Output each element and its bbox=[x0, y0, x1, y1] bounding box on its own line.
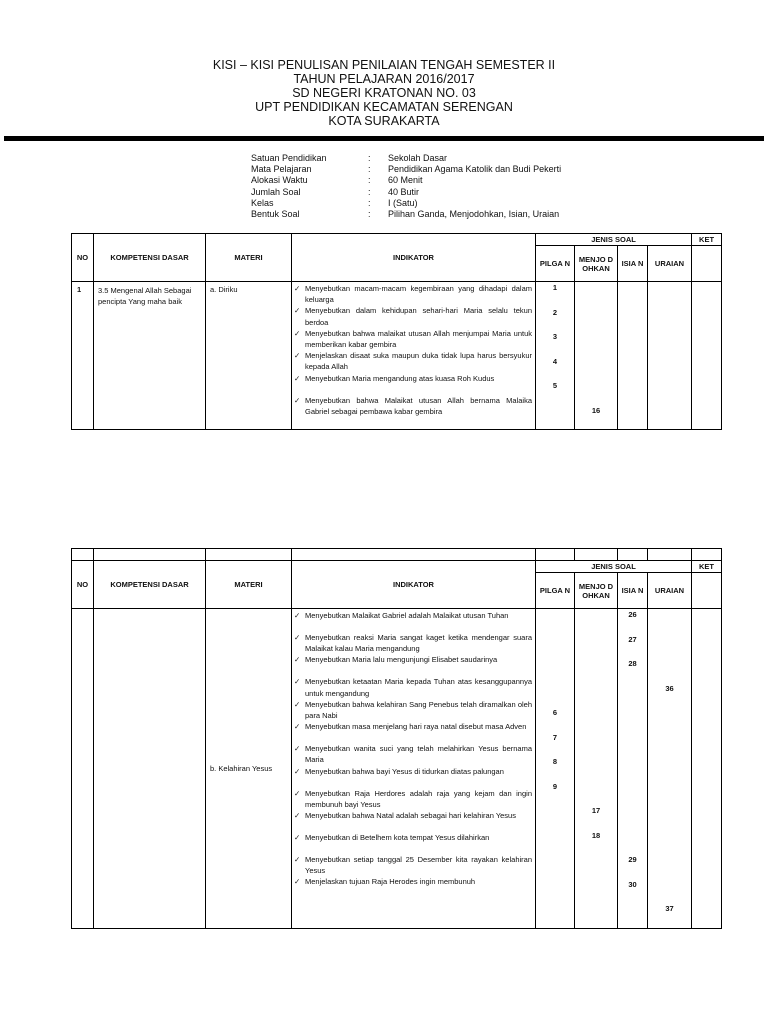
menjodohkan-value bbox=[575, 732, 617, 757]
info-label: Kelas bbox=[251, 197, 274, 208]
isian-value bbox=[618, 331, 647, 356]
uraian-value bbox=[648, 879, 691, 904]
indicator-item bbox=[294, 676, 532, 698]
check-icon: ✓ bbox=[294, 306, 301, 316]
pilgan-value: 1 bbox=[552, 283, 558, 292]
header-jenis-soal: JENIS SOAL bbox=[536, 561, 692, 573]
cell-isian bbox=[618, 609, 648, 929]
cell-pilgan bbox=[536, 609, 575, 929]
check-icon: ✓ bbox=[294, 766, 301, 776]
pilgan-value bbox=[536, 879, 574, 904]
cell-menjodohkan bbox=[575, 609, 618, 929]
menjodohkan-value bbox=[575, 658, 617, 683]
check-icon: ✓ bbox=[294, 655, 301, 665]
check-icon: ✓ bbox=[294, 788, 301, 798]
isian-value bbox=[618, 380, 647, 405]
cell-uraian bbox=[648, 609, 692, 929]
header-jenis-soal: JENIS SOAL bbox=[536, 234, 692, 246]
isian-value bbox=[618, 781, 647, 806]
indicator-text: Menyebutkan reaksi Maria sangat kaget ketika mendengar suara Malaikat kalau Maria mengandung bbox=[305, 633, 532, 654]
isian-value bbox=[618, 707, 647, 732]
indicator-item bbox=[294, 305, 532, 327]
cell-kompetensi-dasar bbox=[94, 609, 206, 929]
menjodohkan-value bbox=[575, 683, 617, 708]
check-icon: ✓ bbox=[294, 833, 301, 843]
isian-value: 26 bbox=[628, 610, 637, 619]
uraian-value bbox=[648, 805, 691, 830]
cell-indikator-list bbox=[292, 609, 536, 929]
indicator-item bbox=[294, 810, 532, 832]
indicator-text: Menyebutkan Maria lalu mengunjungi Elisabet saudarinya bbox=[305, 655, 498, 665]
kisi-table-1 bbox=[71, 233, 722, 430]
isian-value bbox=[618, 683, 647, 708]
info-row bbox=[251, 164, 561, 175]
menjodohkan-value bbox=[575, 879, 617, 904]
indicator-item bbox=[294, 395, 532, 417]
pilgan-value: 9 bbox=[552, 781, 558, 791]
info-colon: : bbox=[368, 197, 371, 208]
uraian-value bbox=[648, 282, 691, 307]
isian-value bbox=[618, 282, 647, 307]
check-icon: ✓ bbox=[294, 633, 301, 642]
isian-value: 27 bbox=[628, 634, 637, 644]
check-icon: ✓ bbox=[294, 373, 301, 383]
indicator-item bbox=[294, 283, 532, 305]
check-icon: ✓ bbox=[294, 351, 301, 361]
uraian-value bbox=[648, 356, 691, 381]
cell-pilgan bbox=[536, 282, 575, 430]
header-school: SD NEGERI KRATONAN NO. 03 bbox=[292, 86, 476, 100]
indicator-item bbox=[294, 766, 532, 788]
ket-empty bbox=[692, 246, 722, 282]
check-icon: ✓ bbox=[294, 395, 301, 405]
info-label: Jumlah Soal bbox=[251, 186, 301, 197]
menjodohkan-value bbox=[575, 756, 617, 781]
header-menjodohkan: MENJO D OHKAN bbox=[575, 246, 618, 282]
header-uraian: URAIAN bbox=[648, 246, 692, 282]
pilgan-value bbox=[536, 609, 574, 634]
header-kompetensi-dasar: KOMPETENSI DASAR bbox=[94, 234, 206, 282]
cell-materi: b. Kelahiran Yesus bbox=[206, 609, 292, 929]
info-colon: : bbox=[368, 164, 371, 175]
uraian-value bbox=[648, 781, 691, 806]
uraian-value: 37 bbox=[665, 904, 674, 913]
isian-value bbox=[618, 405, 647, 430]
header-menjodohkan: MENJO D OHKAN bbox=[575, 573, 618, 609]
menjodohkan-value bbox=[575, 707, 617, 732]
pilgan-value: 3 bbox=[552, 332, 558, 341]
pilgan-value: 4 bbox=[552, 356, 558, 366]
isian-value: 29 bbox=[628, 855, 637, 864]
indicator-text: Menyebutkan bahwa bayi Yesus di tidurkan diatas palungan bbox=[305, 766, 504, 776]
info-colon: : bbox=[368, 175, 371, 186]
isian-value: 30 bbox=[628, 879, 637, 889]
indicator-text: Menyebutkan dalam kehidupan sehari-hari Maria selalu tekun berdoa bbox=[305, 306, 532, 327]
uraian-value bbox=[648, 658, 691, 683]
header-year: TAHUN PELAJARAN 2016/2017 bbox=[293, 72, 475, 86]
pilgan-value: 7 bbox=[552, 732, 558, 742]
check-icon: ✓ bbox=[294, 328, 301, 338]
menjodohkan-value: 16 bbox=[591, 405, 601, 415]
check-icon: ✓ bbox=[294, 722, 301, 732]
indicator-text: Menyebutkan wanita suci yang telah melahirkan Yesus bernama Maria bbox=[305, 744, 532, 765]
uraian-value bbox=[648, 307, 691, 332]
indicator-item bbox=[294, 721, 532, 743]
pilgan-value bbox=[536, 805, 574, 830]
indicator-item bbox=[294, 328, 532, 350]
header-uraian: URAIAN bbox=[648, 573, 692, 609]
indicator-text: Menyebutkan ketaatan Maria kepada Tuhan atas kesanggupannya untuk mengandung bbox=[305, 677, 532, 698]
pilgan-value: 5 bbox=[552, 381, 558, 390]
indicator-item bbox=[294, 832, 532, 854]
indicator-text: Menyebutkan setiap tanggal 25 Desember kita rayakan kelahiran Yesus bbox=[305, 855, 532, 876]
info-value: I (Satu) bbox=[388, 197, 418, 208]
uraian-value bbox=[648, 634, 691, 659]
isian-value bbox=[618, 356, 647, 381]
check-icon: ✓ bbox=[294, 855, 301, 865]
indicator-text: Menyebutkan macam-macam kegembiraan yang dihadapi dalam keluarga bbox=[305, 284, 532, 305]
pilgan-value bbox=[536, 405, 574, 430]
blank-row bbox=[72, 549, 722, 561]
menjodohkan-value bbox=[575, 609, 617, 634]
menjodohkan-value bbox=[575, 307, 617, 332]
header-no: NO bbox=[72, 561, 94, 609]
menjodohkan-value bbox=[575, 634, 617, 659]
menjodohkan-value bbox=[575, 781, 617, 806]
cell-materi: a. Diriku bbox=[206, 282, 292, 430]
info-colon: : bbox=[368, 209, 371, 220]
info-label: Satuan Pendidikan bbox=[251, 153, 327, 163]
isian-value: 28 bbox=[628, 659, 637, 668]
indicator-text: Menyebutkan Maria mengandung atas kuasa Roh Kudus bbox=[305, 373, 495, 383]
indicator-item bbox=[294, 743, 532, 765]
header-kompetensi-dasar: KOMPETENSI DASAR bbox=[94, 561, 206, 609]
cell-no: 1 bbox=[72, 282, 94, 430]
info-value: Pendidikan Agama Katolik dan Budi Pekerti bbox=[388, 164, 562, 175]
info-row bbox=[251, 198, 561, 209]
indicator-text: Menyebutkan Raja Herdores adalah raja yang kejam dan ingin membunuh bayi Yesus bbox=[305, 788, 532, 809]
indicator-text: Menyebutkan bahwa kelahiran Sang Penebus telah diramalkan oleh para Nabi bbox=[305, 699, 532, 721]
indicator-item bbox=[294, 350, 532, 372]
uraian-value bbox=[648, 830, 691, 855]
check-icon: ✓ bbox=[294, 811, 301, 821]
header-isian: ISIA N bbox=[618, 246, 648, 282]
cell-menjodohkan bbox=[575, 282, 618, 430]
info-row bbox=[251, 175, 561, 186]
header-ket: KET bbox=[692, 234, 722, 246]
check-icon: ✓ bbox=[294, 877, 301, 887]
uraian-value: 36 bbox=[665, 683, 674, 693]
indicator-item bbox=[294, 699, 532, 721]
menjodohkan-value bbox=[575, 903, 617, 928]
uraian-value bbox=[648, 756, 691, 781]
header-indikator: INDIKATOR bbox=[292, 561, 536, 609]
indicator-item bbox=[294, 610, 532, 632]
info-value: 60 Menit bbox=[388, 175, 423, 186]
menjodohkan-value bbox=[575, 331, 617, 356]
menjodohkan-value bbox=[575, 380, 617, 405]
uraian-value bbox=[648, 331, 691, 356]
info-row bbox=[251, 209, 561, 220]
pilgan-value: 6 bbox=[552, 708, 558, 717]
indicator-text: Menyebutkan masa menjelang hari raya natal disebut masa Adven bbox=[305, 722, 527, 732]
header-ket: KET bbox=[692, 561, 722, 573]
uraian-value bbox=[648, 405, 691, 430]
cell-uraian bbox=[648, 282, 692, 430]
header-indikator: INDIKATOR bbox=[292, 234, 536, 282]
cell-indikator-list bbox=[292, 282, 536, 430]
header-no: NO bbox=[72, 234, 94, 282]
cell-kompetensi-dasar: 3.5 Mengenal Allah Sebagai pencipta Yang maha baik bbox=[94, 282, 206, 430]
kisi-table-2 bbox=[71, 548, 722, 929]
indicator-text: Menjelaskan disaat suka maupun duka tidak lupa harus bersyukur kepada Allah bbox=[305, 351, 532, 372]
info-label: Alokasi Waktu bbox=[251, 175, 308, 186]
info-row bbox=[251, 153, 561, 164]
indicator-item bbox=[294, 854, 532, 876]
cell-ket bbox=[692, 282, 722, 430]
indicator-text: Menyebutkan bahwa Malaikat utusan Allah bernama Malaika Gabriel sebagai pembawa kabar gembira bbox=[305, 395, 532, 416]
document-header bbox=[0, 58, 768, 128]
isian-value bbox=[618, 732, 647, 757]
info-label: Bentuk Soal bbox=[251, 209, 300, 220]
check-icon: ✓ bbox=[294, 677, 301, 687]
uraian-value bbox=[648, 854, 691, 879]
isian-value bbox=[618, 756, 647, 781]
indicator-text: Menyebutkan Malaikat Gabriel adalah Malaikat utusan Tuhan bbox=[305, 611, 509, 620]
info-value: Sekolah Dasar bbox=[388, 153, 448, 163]
header-pilgan: PILGA N bbox=[536, 246, 575, 282]
ket-empty bbox=[692, 573, 722, 609]
info-row bbox=[251, 187, 561, 198]
check-icon: ✓ bbox=[294, 611, 301, 620]
info-value: 40 Butir bbox=[388, 186, 420, 197]
indicator-text: Menjelaskan tujuan Raja Herodes ingin membunuh bbox=[305, 877, 476, 887]
pilgan-value: 8 bbox=[552, 757, 558, 766]
pilgan-value bbox=[536, 903, 574, 928]
indicator-item bbox=[294, 654, 532, 676]
isian-value bbox=[618, 903, 647, 928]
uraian-value bbox=[648, 707, 691, 732]
info-colon: : bbox=[368, 153, 371, 163]
header-divider bbox=[4, 136, 764, 141]
isian-value bbox=[618, 830, 647, 855]
pilgan-value bbox=[536, 634, 574, 659]
header-isian: ISIA N bbox=[618, 573, 648, 609]
info-colon: : bbox=[368, 186, 371, 197]
check-icon: ✓ bbox=[294, 699, 301, 709]
header-pilgan: PILGA N bbox=[536, 573, 575, 609]
pilgan-value bbox=[536, 854, 574, 879]
check-icon: ✓ bbox=[294, 744, 301, 754]
header-materi: MATERI bbox=[206, 561, 292, 609]
pilgan-value bbox=[536, 830, 574, 855]
info-value: Pilihan Ganda, Menjodohkan, Isian, Uraian bbox=[388, 209, 560, 220]
info-block bbox=[251, 153, 561, 220]
info-label: Mata Pelajaran bbox=[251, 164, 312, 175]
isian-value bbox=[618, 307, 647, 332]
menjodohkan-value: 18 bbox=[591, 830, 601, 840]
pilgan-value bbox=[536, 658, 574, 683]
cell-ket bbox=[692, 609, 722, 929]
indicator-text: Menyebutkan bahwa malaikat utusan Allah menjumpai Maria untuk memberikan kabar gembira bbox=[305, 328, 532, 350]
header-city: KOTA SURAKARTA bbox=[328, 114, 440, 128]
check-icon: ✓ bbox=[294, 284, 301, 293]
menjodohkan-value bbox=[575, 854, 617, 879]
menjodohkan-value: 17 bbox=[591, 806, 601, 815]
cell-isian bbox=[618, 282, 648, 430]
uraian-value bbox=[648, 609, 691, 634]
isian-value bbox=[618, 805, 647, 830]
menjodohkan-value bbox=[575, 356, 617, 381]
indicator-item bbox=[294, 373, 532, 395]
uraian-value bbox=[648, 732, 691, 757]
indicator-text: Menyebutkan di Betelhem kota tempat Yesus dilahirkan bbox=[305, 833, 490, 843]
header-title: KISI – KISI PENULISAN PENILAIAN TENGAH SEMESTER II bbox=[212, 58, 556, 72]
pilgan-value bbox=[536, 683, 574, 708]
indicator-item bbox=[294, 876, 532, 898]
header-upt: UPT PENDIDIKAN KECAMATAN SERENGAN bbox=[255, 100, 513, 114]
cell-no bbox=[72, 609, 94, 929]
menjodohkan-value bbox=[575, 282, 617, 307]
header-materi: MATERI bbox=[206, 234, 292, 282]
pilgan-value: 2 bbox=[552, 307, 558, 317]
indicator-item bbox=[294, 788, 532, 810]
indicator-item bbox=[294, 632, 532, 654]
uraian-value bbox=[648, 380, 691, 405]
indicator-text: Menyebutkan bahwa Natal adalah sebagai hari kelahiran Yesus bbox=[305, 811, 516, 821]
